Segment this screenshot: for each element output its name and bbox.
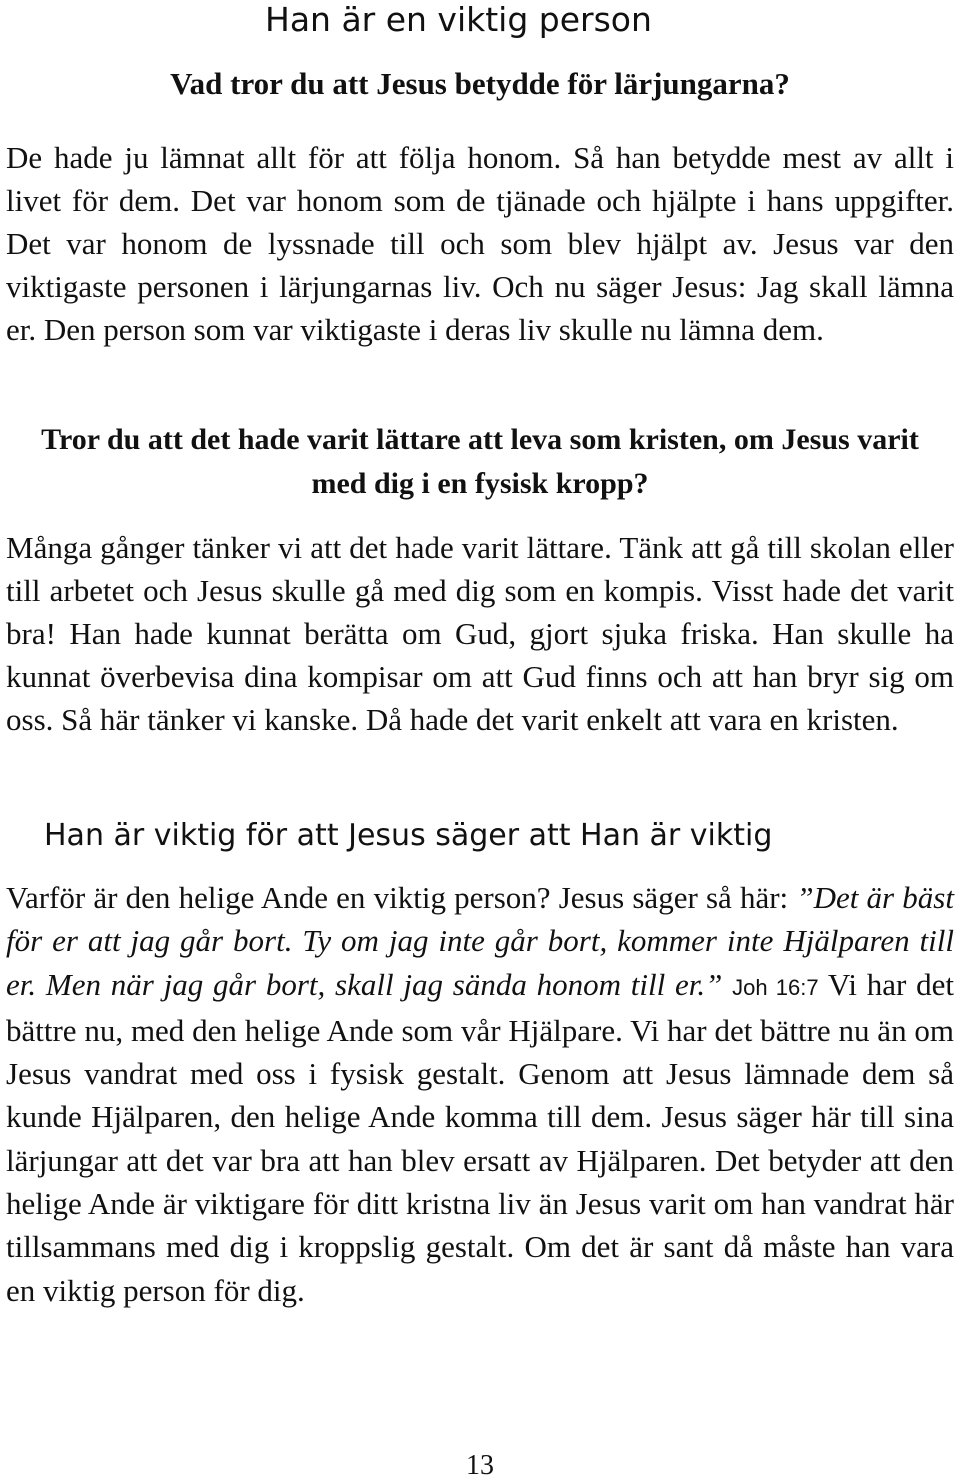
paragraph-1: De hade ju lämnat allt för att följa honom. Så han betydde mest av allt i livet för dem. Det var honom som de tjänade och hjälpte i hans uppgifter. Det var honom de lyssnade till och som blev hjälpt av. Jesus var den viktigaste personen i lärjungarnas liv. Och nu säger Jesus: Jag skall lämna er. Den person som var viktigaste i deras liv skulle nu lämna dem.: [6, 140, 954, 347]
question-heading-2: Tror du att det hade varit lättare att leva som kristen, om Jesus varit med dig i en fysisk kropp?: [41, 423, 919, 500]
bible-reference: Joh 16:7: [732, 974, 819, 1000]
subheading: Han är viktig för att Jesus säger att Han är viktig: [44, 818, 773, 853]
paragraph-3: [6, 876, 954, 1312]
bible-quote: ”Det är bäst för er att jag går bort. Ty om jag inte går bort, kommer inte Hjälparen till er. Men när jag går bort, skall jag sända honom till er.”: [6, 880, 954, 1002]
paragraph-3-body: Vi har det bättre nu, med den helige Ande som vår Hjälpare. Vi har det bättre nu än om Jesus vandrat med oss i fysisk gestalt. Genom att Jesus lämnade dem så kunde Hjälparen, den helige Ande komma till dem. Jesus säger här till sina lärjungar att det var bra att han blev ersatt av Hjälparen. Det betyder att den helige Ande är viktigare för ditt kristna liv än Jesus varit om han vandrat här tillsammans med dig i kroppslig gestalt. Om det är sant då måste han vara en viktig person för dig.: [6, 966, 954, 1308]
paragraph-2: Många gånger tänker vi att det hade varit lättare. Tänk att gå till skolan eller till arbetet och Jesus skulle gå med dig som en kompis. Visst hade det varit bra! Han hade kunnat berätta om Gud, gjort sjuka friska. Han skulle ha kunnat överbevisa dina kompisar om att Gud finns och att han bryr sig om oss. Så här tänker vi kanske. Då hade det varit enkelt att vara en kristen.: [6, 530, 954, 737]
page-number: 13: [466, 1450, 494, 1481]
page-title: Han är en viktig person: [265, 0, 652, 39]
question-heading-1: Vad tror du att Jesus betydde för lärjungarna?: [170, 66, 790, 101]
paragraph-3-intro: Varför är den helige Ande en viktig person? Jesus säger så här:: [6, 880, 797, 915]
